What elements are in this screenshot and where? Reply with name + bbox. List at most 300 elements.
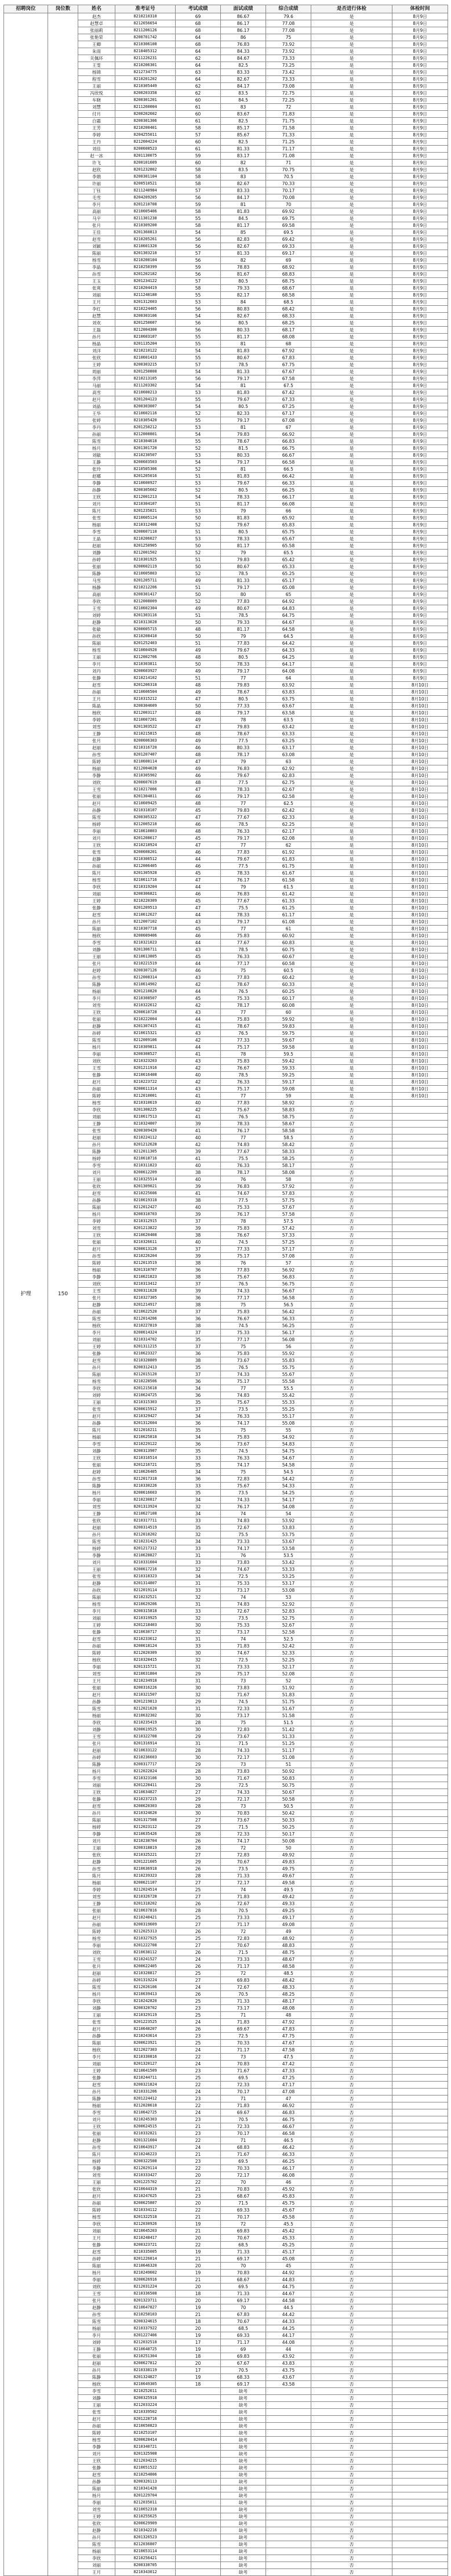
physical-exam-cell: 是 [311, 271, 392, 278]
exam-score-cell: 38 [176, 1197, 221, 1204]
total-score-cell: 57.58 [266, 1211, 311, 1218]
ticket-number-cell: 8210328817 [115, 1970, 176, 1977]
exam-date-cell [392, 2485, 448, 2492]
exam-date-cell: 8月9日 [392, 257, 448, 264]
ticket-number-cell: 8210643917 [115, 2144, 176, 2151]
interview-score-cell: 79.17 [221, 417, 266, 424]
exam-score-cell: 25 [176, 1998, 221, 2005]
physical-exam-cell: 是 [311, 341, 392, 348]
exam-date-cell [392, 2179, 448, 2186]
exam-date-cell: 8月9日 [392, 668, 448, 675]
exam-date-cell [392, 1566, 448, 1573]
name-cell: 赵静 [78, 1023, 115, 1030]
physical-exam-cell: 否 [311, 1761, 392, 1768]
physical-exam-cell: 是 [311, 891, 392, 898]
interview-score-cell: 78.33 [221, 1121, 266, 1128]
ticket-number-cell: 8210327305 [115, 1295, 176, 1302]
exam-date-cell: 8月9日 [392, 327, 448, 334]
name-cell: 李丽 [78, 1942, 115, 1949]
name-cell: 王丽 [78, 654, 115, 661]
exam-score-cell: 30 [176, 1775, 221, 1782]
exam-date-cell [392, 1636, 448, 1643]
name-cell: 冯欣悦 [78, 90, 115, 97]
name-cell: 刘月 [78, 1559, 115, 1566]
interview-score-cell: 77.17 [221, 1336, 266, 1343]
name-cell: 刘欣 [78, 1949, 115, 1956]
physical-exam-cell: 是 [311, 529, 392, 536]
ticket-number-cell: 8211203302 [115, 382, 176, 389]
exam-date-cell [392, 1824, 448, 1831]
physical-exam-cell: 是 [311, 487, 392, 494]
physical-exam-cell: 否 [311, 2228, 392, 2235]
ticket-number-cell: 8212000801 [115, 431, 176, 438]
ticket-number-cell: 8210231425 [115, 1538, 176, 1545]
physical-exam-cell: 否 [311, 1204, 392, 1211]
name-cell: 王丽 [78, 2012, 115, 2019]
total-score-cell: 68.83 [266, 271, 311, 278]
ticket-number-cell: 8210622520 [115, 1309, 176, 1316]
exam-date-cell: 8月9日 [392, 118, 448, 125]
interview-score-cell: 74.33 [221, 1747, 266, 1754]
physical-exam-cell: 是 [311, 264, 392, 271]
interview-score-cell: 77 [221, 1009, 266, 1016]
exam-date-cell: 8月9日 [392, 83, 448, 90]
total-score-cell [266, 2402, 311, 2409]
interview-score-cell: 75.5 [221, 1155, 266, 1162]
exam-score-cell: 43 [176, 1030, 221, 1037]
total-score-cell: 59.25 [266, 1072, 311, 1079]
interview-score-cell: 79 [221, 884, 266, 891]
exam-date-cell: 8月10日 [392, 919, 448, 926]
total-score-cell: 61.92 [266, 849, 311, 856]
interview-score-cell: 69 [221, 2346, 266, 2353]
exam-score-cell: 20 [176, 2200, 221, 2207]
exam-date-cell: 8月9日 [392, 362, 448, 368]
total-score-cell [266, 2465, 311, 2472]
ticket-number-cell: 8201323711 [115, 2297, 176, 2304]
exam-date-cell [392, 2499, 448, 2506]
interview-score-cell: 74.83 [221, 1518, 266, 1524]
physical-exam-cell: 是 [311, 946, 392, 953]
interview-score-cell: 71 [221, 2096, 266, 2102]
ticket-number-cell: 8210232521 [115, 1594, 176, 1601]
exam-score-cell: 30 [176, 1726, 221, 1733]
interview-score-cell: 82.67 [221, 180, 266, 187]
exam-score-cell: 28 [176, 1803, 221, 1810]
ticket-number-cell: 8210640207 [115, 2026, 176, 2033]
ticket-number-cell: 8210649305 [115, 2381, 176, 2388]
ticket-number-cell: 8201217312 [115, 1545, 176, 1552]
exam-date-cell [392, 2151, 448, 2158]
physical-exam-cell: 否 [311, 1824, 392, 1831]
exam-score-cell: 30 [176, 1650, 221, 1657]
ticket-number-cell: 8210343012 [115, 2569, 176, 2576]
total-score-cell: 67.42 [266, 389, 311, 396]
interview-score-cell: 77.83 [221, 849, 266, 856]
exam-score-cell: 24 [176, 2089, 221, 2096]
exam-date-cell [392, 2388, 448, 2395]
interview-score-cell: 79.67 [221, 396, 266, 403]
total-score-cell: 67.25 [266, 403, 311, 410]
interview-score-cell: 72.17 [221, 1796, 266, 1803]
exam-date-cell: 8月9日 [392, 160, 448, 167]
ticket-number-cell: 8201215618 [115, 1385, 176, 1392]
interview-score-cell: 77.5 [221, 1197, 266, 1204]
total-score-cell: 57.42 [266, 1225, 311, 1232]
header-position: 招聘岗位 [4, 5, 48, 13]
exam-score-cell: 31 [176, 1664, 221, 1671]
exam-date-cell [392, 1587, 448, 1594]
interview-score-cell: 70.67 [221, 1859, 266, 1866]
physical-exam-cell: 否 [311, 1100, 392, 1107]
interview-score-cell: 71.5 [221, 1740, 266, 1747]
total-score-cell: 48 [266, 2012, 311, 2019]
total-score-cell: 50.33 [266, 1817, 311, 1824]
ticket-number-cell: 8210603107 [115, 334, 176, 341]
name-cell: 赵月 [78, 1692, 115, 1699]
name-cell: 李欣 [78, 1719, 115, 1726]
total-score-cell: 67.08 [266, 417, 311, 424]
exam-score-cell: 52 [176, 410, 221, 417]
interview-score-cell: 73 [221, 1761, 266, 1768]
exam-date-cell [392, 2458, 448, 2465]
ticket-number-cell: 8200619525 [115, 1726, 176, 1733]
interview-score-cell: 75 [221, 1469, 266, 1476]
total-score-cell [266, 2555, 311, 2562]
total-score-cell: 54.83 [266, 1441, 311, 1448]
exam-date-cell: 8月10日 [392, 724, 448, 731]
exam-date-cell: 8月9日 [392, 69, 448, 76]
ticket-number-cell: 8200613126 [115, 1246, 176, 1253]
interview-score-cell: 70.83 [221, 2270, 266, 2277]
ticket-number-cell: 8201250607 [115, 320, 176, 327]
exam-score-cell: 41 [176, 1051, 221, 1058]
physical-exam-cell: 否 [311, 1329, 392, 1336]
exam-date-cell [392, 2005, 448, 2012]
exam-score-cell: 53 [176, 480, 221, 487]
total-score-cell: 71.25 [266, 139, 311, 146]
interview-score-cell: 73.33 [221, 1914, 266, 1921]
physical-exam-cell: 否 [311, 1211, 392, 1218]
ticket-number-cell: 8200305322 [115, 814, 176, 821]
exam-date-cell [392, 2534, 448, 2541]
ticket-number-cell: 8200603927 [115, 668, 176, 675]
ticket-number-cell: 8210606504 [115, 689, 176, 696]
physical-exam-cell: 是 [311, 299, 392, 306]
physical-exam-cell: 是 [311, 20, 392, 27]
exam-score-cell: 34 [176, 1497, 221, 1504]
ticket-number-cell: 8210310619 [115, 1100, 176, 1107]
interview-score-cell: 69.67 [221, 2026, 266, 2033]
ticket-number-cell: 8210647827 [115, 2304, 176, 2311]
exam-score-cell: 32 [176, 1566, 221, 1573]
exam-score-cell: 18 [176, 2318, 221, 2325]
name-cell: 张丽 [78, 1016, 115, 1023]
total-score-cell: 46.58 [266, 2130, 311, 2137]
exam-date-cell [392, 1803, 448, 1810]
exam-date-cell [392, 1754, 448, 1761]
interview-score-cell: 72.67 [221, 1901, 266, 1907]
exam-date-cell: 8月9日 [392, 459, 448, 466]
ticket-number-cell: 8210636918 [115, 1866, 176, 1873]
exam-date-cell [392, 1392, 448, 1399]
interview-score-cell: 79 [221, 508, 266, 515]
physical-exam-cell: 否 [311, 1406, 392, 1413]
exam-score-cell: 58 [176, 285, 221, 292]
interview-score-cell: 78.5 [221, 946, 266, 953]
physical-exam-cell: 否 [311, 1538, 392, 1545]
total-score-cell: 45.5 [266, 2221, 311, 2228]
exam-score-cell: 50 [176, 543, 221, 550]
physical-exam-cell: 否 [311, 2235, 392, 2242]
ticket-number-cell: 8210224405 [115, 306, 176, 313]
exam-date-cell [392, 1859, 448, 1866]
total-score-cell: 56.17 [266, 1329, 311, 1336]
results-sheet [3, 5, 448, 2576]
ticket-number-cell: 8212022824 [115, 1768, 176, 1775]
exam-score-cell: 43 [176, 919, 221, 926]
exam-date-cell [392, 1657, 448, 1664]
exam-date-cell [392, 1866, 448, 1873]
interview-score-cell: 74.5 [221, 1323, 266, 1329]
exam-score-cell: 53 [176, 424, 221, 431]
name-cell: 杨欣 [78, 2047, 115, 2054]
ticket-number-cell: 8200308527 [115, 1051, 176, 1058]
physical-exam-cell: 是 [311, 278, 392, 285]
name-cell: 赵月 [78, 1246, 115, 1253]
ticket-number-cell: 8210628827 [115, 1552, 176, 1559]
name-cell: 张月 [78, 2297, 115, 2304]
total-score-cell: 51.17 [266, 1747, 311, 1754]
exam-score-cell: 26 [176, 1949, 221, 1956]
exam-score-cell: 26 [176, 1991, 221, 1998]
physical-exam-cell: 是 [311, 292, 392, 299]
total-score-cell: 46.17 [266, 2165, 311, 2172]
interview-score-cell: 81 [221, 466, 266, 473]
exam-score-cell: 54 [176, 348, 221, 355]
exam-date-cell: 8月10日 [392, 835, 448, 842]
exam-date-cell [392, 1336, 448, 1343]
exam-score-cell: 32 [176, 1629, 221, 1636]
physical-exam-cell: 否 [311, 1169, 392, 1176]
physical-exam-cell: 否 [311, 1413, 392, 1420]
physical-exam-cell: 否 [311, 1768, 392, 1775]
physical-exam-cell: 否 [311, 1490, 392, 1497]
ticket-number-cell: 8201227406 [115, 2332, 176, 2339]
total-score-cell: 67.5 [266, 382, 311, 389]
exam-date-cell [392, 2472, 448, 2479]
interview-score-cell: 78.17 [221, 1002, 266, 1009]
exam-score-cell: 38 [176, 1302, 221, 1309]
interview-score-cell: 84.17 [221, 83, 266, 90]
total-score-cell: 53.17 [266, 1580, 311, 1587]
exam-date-cell [392, 2562, 448, 2569]
ticket-number-cell: 8212015120 [115, 1371, 176, 1378]
exam-date-cell [392, 2137, 448, 2144]
total-score-cell: 56.08 [266, 1336, 311, 1343]
name-cell: 赵雪 [78, 236, 115, 243]
exam-score-cell: 23 [176, 2116, 221, 2123]
exam-score-cell: 56 [176, 243, 221, 250]
interview-score-cell: 80.67 [221, 355, 266, 362]
name-cell: 刘丽 [78, 292, 115, 299]
name-cell: 刘晶 [78, 403, 115, 410]
interview-score-cell: 80.33 [221, 452, 266, 459]
ticket-number-cell: 8212656654 [115, 20, 176, 27]
exam-date-cell [392, 1664, 448, 1671]
ticket-number-cell: 8210201202 [115, 76, 176, 83]
interview-score-cell: 71.33 [221, 1998, 266, 2005]
name-cell: 赵雪 [78, 2472, 115, 2479]
ticket-number-cell: 8200303007 [115, 403, 176, 410]
ticket-number-cell: 8201223525 [115, 2019, 176, 2026]
name-cell: 杨欣 [78, 1657, 115, 1664]
interview-score-cell: 83.33 [221, 69, 266, 76]
interview-score-cell: 68.5 [221, 2242, 266, 2249]
exam-date-cell [392, 2284, 448, 2290]
name-cell: 赵丽 [78, 745, 115, 752]
interview-score-cell: 78.33 [221, 494, 266, 501]
exam-date-cell: 8月10日 [392, 912, 448, 919]
exam-score-cell: 20 [176, 2263, 221, 2270]
name-cell: 赵雪 [78, 1803, 115, 1810]
physical-exam-cell: 否 [311, 1483, 392, 1490]
name-cell: 陈婷 [78, 1650, 115, 1657]
exam-score-cell: 51 [176, 584, 221, 591]
physical-exam-cell: 否 [311, 1385, 392, 1392]
total-score-cell: 65.92 [266, 515, 311, 522]
name-cell: 毛雪 [78, 194, 115, 201]
exam-date-cell: 8月9日 [392, 543, 448, 550]
physical-exam-cell: 是 [311, 940, 392, 946]
total-score-cell: 73.25 [266, 62, 311, 69]
exam-score-cell: 45 [176, 995, 221, 1002]
name-cell: 刘丽 [78, 2061, 115, 2068]
exam-date-cell: 8月9日 [392, 250, 448, 257]
physical-exam-cell: 是 [311, 445, 392, 452]
name-cell: 李月 [78, 2054, 115, 2061]
exam-score-cell: 19 [176, 2221, 221, 2228]
name-cell: 杨欣 [78, 710, 115, 717]
interview-score-cell: 72.33 [221, 1706, 266, 1712]
exam-date-cell [392, 1963, 448, 1970]
name-cell: 马雪 [78, 577, 115, 584]
physical-exam-cell: 是 [311, 132, 392, 139]
name-cell: 陈静 [78, 2096, 115, 2102]
name-cell: 李静 [78, 480, 115, 487]
physical-exam-cell: 否 [311, 2367, 392, 2374]
exam-score-cell: 27 [176, 1789, 221, 1796]
total-score-cell: 62.83 [266, 772, 311, 779]
physical-exam-cell: 是 [311, 34, 392, 41]
name-cell: 孙月 [78, 1364, 115, 1371]
physical-exam-cell: 否 [311, 1239, 392, 1246]
physical-exam-cell: 否 [311, 1949, 392, 1956]
ticket-number-cell: 8210312408 [115, 522, 176, 529]
name-cell: 陈静 [78, 1148, 115, 1155]
ticket-number-cell: 8210313028 [115, 619, 176, 626]
total-score-cell: 60.42 [266, 974, 311, 981]
physical-exam-cell: 否 [311, 1712, 392, 1719]
physical-exam-cell: 否 [311, 2249, 392, 2256]
interview-score-cell: 79.83 [221, 682, 266, 689]
interview-score-cell: 75.83 [221, 1350, 266, 1357]
name-cell: 杨丽 [78, 1267, 115, 1274]
ticket-number-cell: 8201130075 [115, 153, 176, 160]
exam-score-cell: 54 [176, 494, 221, 501]
total-score-cell: 65.17 [266, 577, 311, 584]
ticket-number-cell: 8210405312 [115, 48, 176, 55]
interview-score-cell: 83.5 [221, 90, 266, 97]
total-score-cell: 65.33 [266, 563, 311, 570]
interview-score-cell: 72.83 [221, 1726, 266, 1733]
ticket-number-cell: 8212033224 [115, 2402, 176, 2409]
exam-score-cell: 48 [176, 626, 221, 633]
physical-exam-cell: 否 [311, 1545, 392, 1552]
physical-exam-cell: 否 [311, 2075, 392, 2082]
physical-exam-cell: 是 [311, 348, 392, 355]
physical-exam-cell: 是 [311, 919, 392, 926]
exam-date-cell [392, 2451, 448, 2458]
interview-score-cell: 75 [221, 1302, 266, 1309]
exam-date-cell: 8月9日 [392, 132, 448, 139]
total-score-cell: 68.42 [266, 306, 311, 313]
physical-exam-cell: 否 [311, 2012, 392, 2019]
exam-score-cell: 33 [176, 1587, 221, 1594]
total-score-cell: 61.5 [266, 884, 311, 891]
exam-date-cell [392, 1998, 448, 2005]
total-score-cell: 45.83 [266, 2193, 311, 2200]
exam-date-cell: 8月9日 [392, 48, 448, 55]
interview-score-cell: 74.67 [221, 1566, 266, 1573]
name-cell: 陈婷 [78, 1260, 115, 1267]
physical-exam-cell: 是 [311, 417, 392, 424]
total-score-cell [266, 2444, 311, 2451]
physical-exam-cell: 是 [311, 494, 392, 501]
total-score-cell: 54.42 [266, 1476, 311, 1483]
name-cell: 杨欣 [78, 2381, 115, 2388]
exam-score-cell: 21 [176, 2151, 221, 2158]
name-cell: 张月 [78, 1295, 115, 1302]
interview-score-cell: 78.33 [221, 536, 266, 543]
exam-date-cell [392, 1726, 448, 1733]
header-name: 姓名 [78, 5, 115, 13]
ticket-number-cell: 8210611716 [115, 877, 176, 884]
total-score-cell: 44.75 [266, 2284, 311, 2290]
exam-date-cell: 8月9日 [392, 313, 448, 320]
physical-exam-cell: 是 [311, 306, 392, 313]
name-cell: 刘丽 [78, 1336, 115, 1343]
exam-score-cell: 28 [176, 1768, 221, 1775]
interview-score-cell: 73.5 [221, 1406, 266, 1413]
exam-date-cell: 8月9日 [392, 619, 448, 626]
interview-score-cell: 82.83 [221, 236, 266, 243]
ticket-number-cell: 8201220411 [115, 1782, 176, 1789]
exam-date-cell [392, 2172, 448, 2179]
physical-exam-cell: 是 [311, 243, 392, 250]
exam-score-cell: 18 [176, 2290, 221, 2297]
interview-score-cell: 68.83 [221, 2144, 266, 2151]
interview-score-cell: 72.33 [221, 1831, 266, 1838]
physical-exam-cell: 否 [311, 1559, 392, 1566]
exam-date-cell: 8月10日 [392, 849, 448, 856]
ticket-number-cell: 8212031224 [115, 2284, 176, 2290]
ticket-number-cell: 8210253107 [115, 2430, 176, 2437]
interview-score-cell: 81.17 [221, 334, 266, 341]
ticket-number-cell: 8210330226 [115, 1483, 176, 1490]
physical-exam-cell: 是 [311, 355, 392, 362]
name-cell: 杨月 [78, 445, 115, 452]
